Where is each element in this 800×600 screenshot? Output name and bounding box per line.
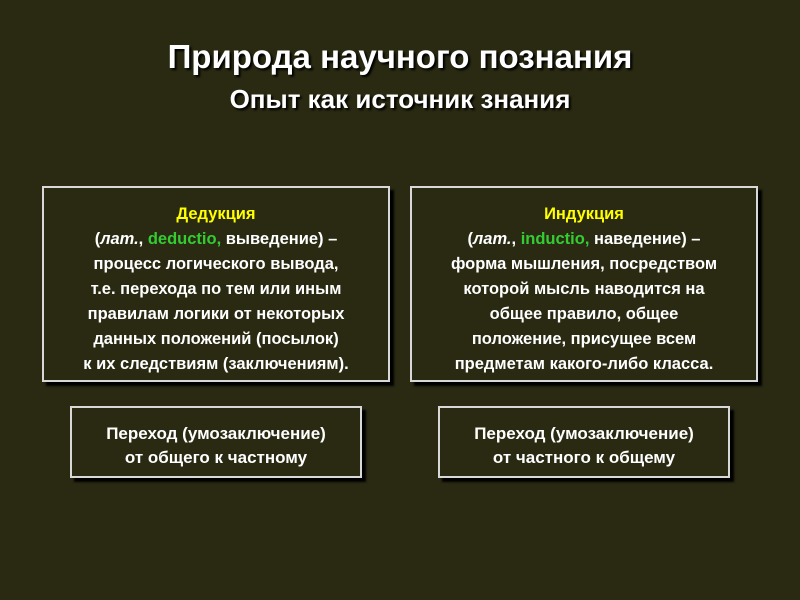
deduction-definition-box <box>42 186 390 382</box>
latin-word: deductio, <box>147 230 222 248</box>
induction-etymology <box>412 227 756 252</box>
deduction-definition-line: к их следствиям (заключениям). <box>83 355 349 373</box>
deduction-transition-line: Переход (умозаключение) <box>106 424 326 443</box>
slide-title: Природа научного познания <box>167 38 633 75</box>
deduction-transition-box <box>70 406 362 478</box>
etymology-separator: , <box>511 230 521 248</box>
latin-abbreviation: лат. <box>100 230 139 248</box>
deduction-transition-line: от общего к частному <box>124 448 308 467</box>
deduction-definition-line: процесс логического вывода, <box>93 255 339 273</box>
induction-term: Индукция <box>544 205 624 223</box>
induction-transition-line: Переход (умозаключение) <box>474 424 694 443</box>
induction-definition-line: которой мысль наводится на <box>463 280 705 298</box>
slide-subtitle: Опыт как источник знания <box>229 84 571 114</box>
etymology-separator: , <box>138 230 148 248</box>
latin-word: inductio, <box>520 230 590 248</box>
induction-definition-line: предметам какого-либо класса. <box>454 355 714 373</box>
induction-transition-box <box>438 406 730 478</box>
induction-definition-line: общее правило, общее <box>489 305 679 323</box>
induction-definition-line: положение, присущее всем <box>471 330 697 348</box>
deduction-term: Дедукция <box>176 205 256 223</box>
latin-abbreviation: лат. <box>473 230 512 248</box>
etymology-open: ( <box>467 230 474 248</box>
etymology-open: ( <box>94 230 101 248</box>
deduction-definition-line: правилам логики от некоторых <box>87 305 345 323</box>
deduction-definition-line: данных положений (посылок) <box>93 330 339 348</box>
deduction-etymology <box>44 227 388 252</box>
etymology-meaning: выведение) – <box>221 230 338 248</box>
deduction-definition-line: т.е. перехода по тем или иным <box>90 280 342 298</box>
induction-definition-line: форма мышления, посредством <box>450 255 718 273</box>
etymology-meaning: наведение) – <box>589 230 701 248</box>
induction-definition-box <box>410 186 758 382</box>
induction-transition-line: от частного к общему <box>492 448 676 467</box>
